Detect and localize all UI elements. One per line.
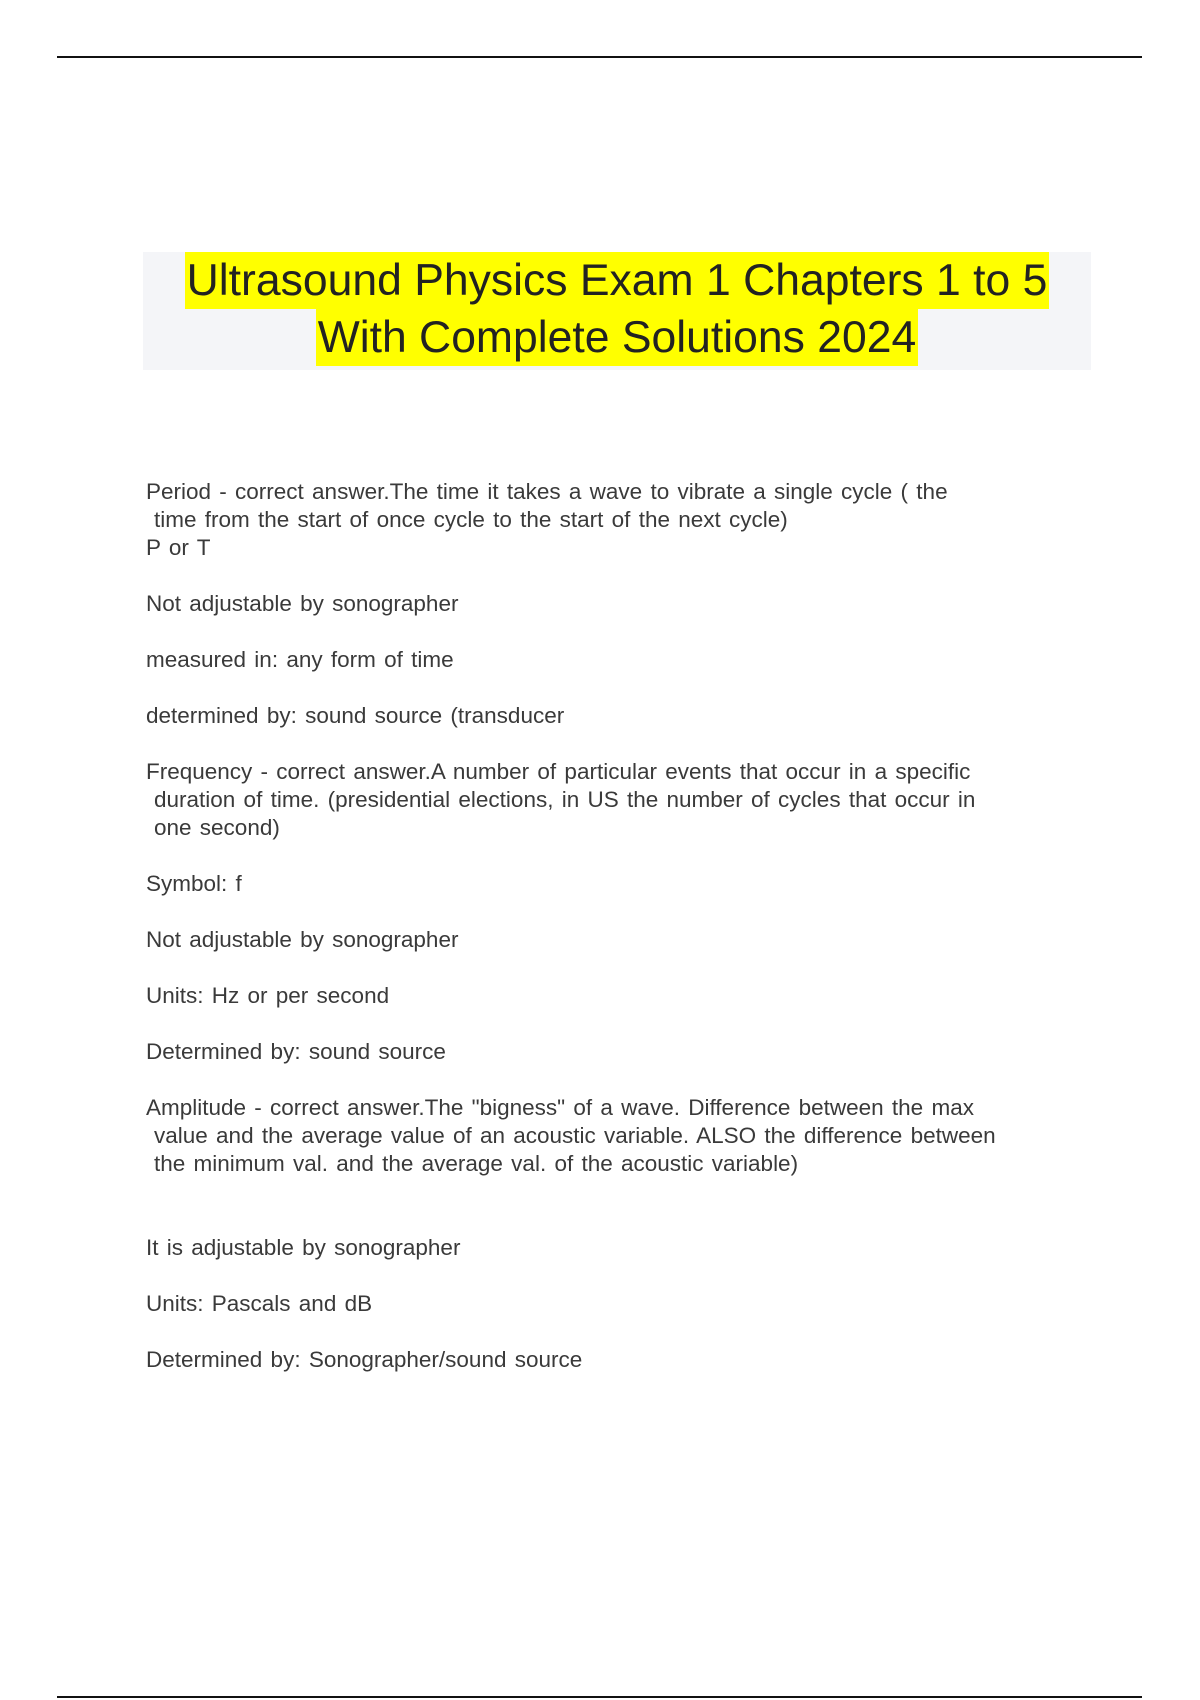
title-line-1: Ultrasound Physics Exam 1 Chapters 1 to 5 [185,252,1050,309]
entry-line: value and the average value of an acoustic variable. ALSO the difference between [154,1123,996,1148]
entry-line: P or T [146,535,211,560]
entry-line: Period - correct answer.The time it takes a wave to vibrate a single cycle ( the [146,479,948,504]
entry-line: time from the start of once cycle to the start of the next cycle) [154,507,788,532]
document-title [143,252,1091,370]
entry-text: Units: Pascals and dB [146,1291,373,1316]
entry-text: Not adjustable by sonographer [146,591,459,616]
document-body [146,478,1096,1402]
entry-amplitude [146,1094,1096,1178]
entry-text: Symbol: f [146,871,242,896]
entry-text: measured in: any form of time [146,647,454,672]
entry-line: Frequency - correct answer.A number of particular events that occur in a specific [146,759,971,784]
entry-text: Units: Hz or per second [146,983,390,1008]
header-rule [57,56,1142,58]
entry-text: It is adjustable by sonographer [146,1235,461,1260]
footer-rule [57,1696,1142,1698]
entry-line: one second) [154,815,280,840]
entry-period [146,478,1096,562]
entry-line: the minimum val. and the average val. of the acoustic variable) [154,1151,799,1176]
entry-frequency [146,758,1096,842]
entry-line: Amplitude - correct answer.The "bigness" of a wave. Difference between the max [146,1095,974,1120]
entry-line: duration of time. (presidential elections, in US the number of cycles that occur in [154,787,976,812]
entry-text: determined by: sound source (transducer [146,703,565,728]
title-line-2: With Complete Solutions 2024 [316,309,919,366]
entry-text: Not adjustable by sonographer [146,927,459,952]
entry-text: Determined by: Sonographer/sound source [146,1347,583,1372]
entry-text: Determined by: sound source [146,1039,446,1064]
